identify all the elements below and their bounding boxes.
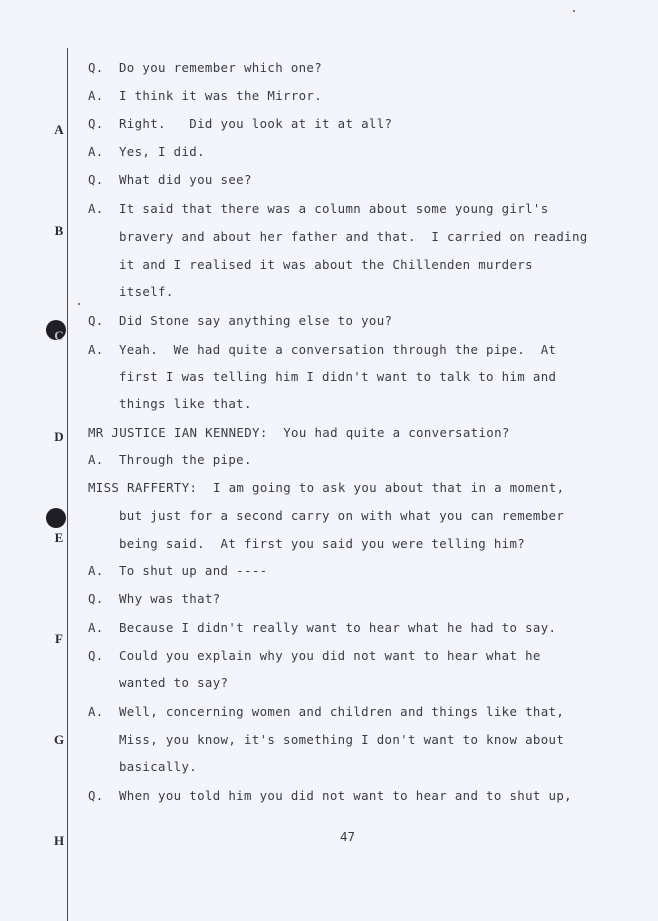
line-text: it and I realised it was about the Chillenden murders [119, 257, 533, 272]
line-label: A. [88, 342, 104, 357]
margin-letter-b: B [54, 223, 64, 238]
line-text: Yeah. We had quite a conversation through the pipe. At [119, 342, 557, 357]
line-label: A. [88, 88, 104, 103]
speaker-line: MISS RAFFERTY: I am going to ask you about that in a moment, [88, 480, 565, 495]
margin-letter-e: E [54, 530, 64, 545]
line-text: Do you remember which one? [119, 60, 323, 75]
line-text: wanted to say? [119, 675, 229, 690]
line-label: Q. [88, 648, 104, 663]
line-text: Well, concerning women and children and things like that, [119, 704, 565, 719]
line-label: A. [88, 704, 104, 719]
line-label: Q. [88, 313, 104, 328]
line-label: A. [88, 620, 104, 635]
line-label: A. [88, 144, 104, 159]
line-text: being said. At first you said you were telling him? [119, 536, 526, 551]
line-text: What did you see? [119, 172, 252, 187]
margin-letter-c: C [54, 328, 64, 343]
margin-rule [67, 48, 68, 921]
line-label: A. [88, 201, 104, 216]
punch-hole [46, 508, 66, 528]
line-text: Miss, you know, it's something I don't want to know about [119, 732, 565, 747]
line-text: Because I didn't really want to hear what he had to say. [119, 620, 557, 635]
line-text: It said that there was a column about some young girl's [119, 201, 549, 216]
line-text: Did Stone say anything else to you? [119, 313, 393, 328]
line-label: Q. [88, 60, 104, 75]
margin-letter-f: F [55, 631, 63, 646]
line-label: Q. [88, 116, 104, 131]
margin-letter-h: H [53, 833, 65, 848]
margin-letter-g: G [53, 732, 65, 747]
line-text: Through the pipe. [119, 452, 252, 467]
line-text: When you told him you did not want to hear and to shut up, [119, 788, 572, 803]
line-text: first I was telling him I didn't want to talk to him and [119, 369, 557, 384]
line-text: Right. Did you look at it at all? [119, 116, 393, 131]
line-label: Q. [88, 788, 104, 803]
page-number: 47 [340, 829, 355, 844]
line-label: Q. [88, 591, 104, 606]
line-text: itself. [119, 284, 174, 299]
line-text: Could you explain why you did not want to hear what he [119, 648, 541, 663]
page-speck [78, 303, 80, 305]
line-text: Yes, I did. [119, 144, 205, 159]
speaker-line: MR JUSTICE IAN KENNEDY: You had quite a conversation? [88, 425, 510, 440]
line-text: things like that. [119, 396, 252, 411]
line-text: Why was that? [119, 591, 221, 606]
page-speck [573, 10, 575, 12]
line-text: To shut up and ---- [119, 563, 268, 578]
line-label: Q. [88, 172, 104, 187]
line-label: A. [88, 452, 104, 467]
line-text: but just for a second carry on with what you can remember [119, 508, 565, 523]
line-text: basically. [119, 759, 198, 774]
margin-letter-d: D [54, 429, 64, 444]
line-text: I think it was the Mirror. [119, 88, 323, 103]
line-label: A. [88, 563, 104, 578]
margin-letter-a: A [54, 122, 64, 137]
line-text: bravery and about her father and that. I carried on reading [119, 229, 588, 244]
